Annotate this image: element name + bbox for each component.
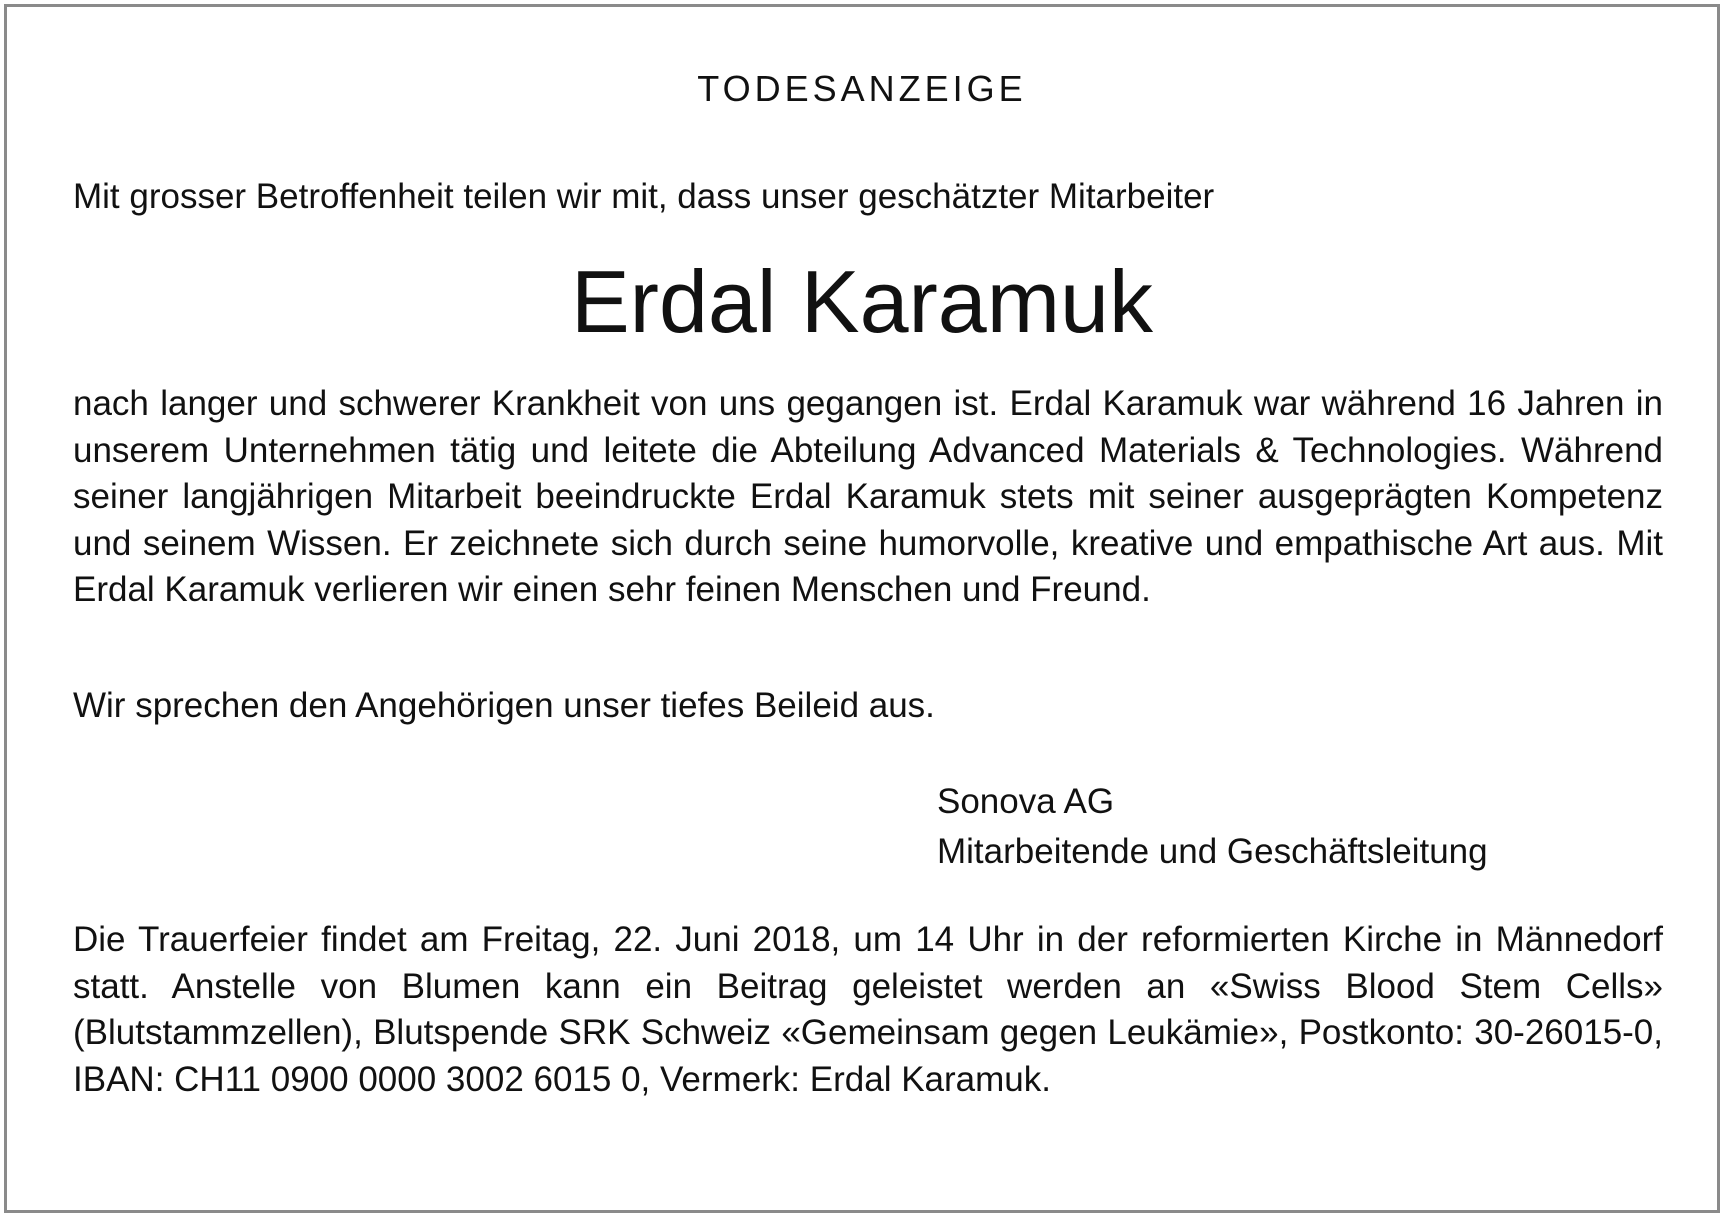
intro-text: Mit grosser Betroffenheit teilen wir mit, dass unser geschätzter Mitarbeiter — [73, 177, 1215, 216]
death-notice — [4, 4, 1720, 1213]
main-paragraph: nach langer und schwerer Krankheit von uns gegangen ist. Erdal Karamuk war während 16 Jahren in unserem Unternehmen tätig und leitete die Abteilung Advanced Materials & Technologies. Während seiner langjährigen Mitarbeit beeindruckte Erdal Karamuk stets mit seiner ausgeprägten Kompetenz und seinem Wissen. Er zeichnete sich durch seine humorvolle, kreative und empathische Art aus. Mit Erdal Karamuk verlieren wir einen sehr feinen Menschen und Freund. — [73, 384, 1663, 609]
service-paragraph: Die Trauerfeier findet am Freitag, 22. Juni 2018, um 14 Uhr in der reformierten Kirche in Männedorf statt. Anstelle von Blumen kann ein Beitrag geleistet werden an «Swiss Blood Stem Cells» (Blutstammzellen), Blutspende SRK Schweiz «Gemeinsam gegen Leukämie», Postkonto: 30-26015-0, IBAN: CH11 0900 0000 3002 6015 0, Vermerk: Erdal Karamuk. — [73, 920, 1663, 1099]
condolence-text: Wir sprechen den Angehörigen unser tiefes Beileid aus. — [73, 686, 935, 725]
deceased-name: Erdal Karamuk — [570, 252, 1153, 351]
signature-block — [937, 777, 1488, 877]
signature-group: Mitarbeitende und Geschäftsleitung — [937, 832, 1488, 871]
notice-heading: TODESANZEIGE — [697, 68, 1027, 109]
signature-company: Sonova AG — [937, 782, 1115, 821]
